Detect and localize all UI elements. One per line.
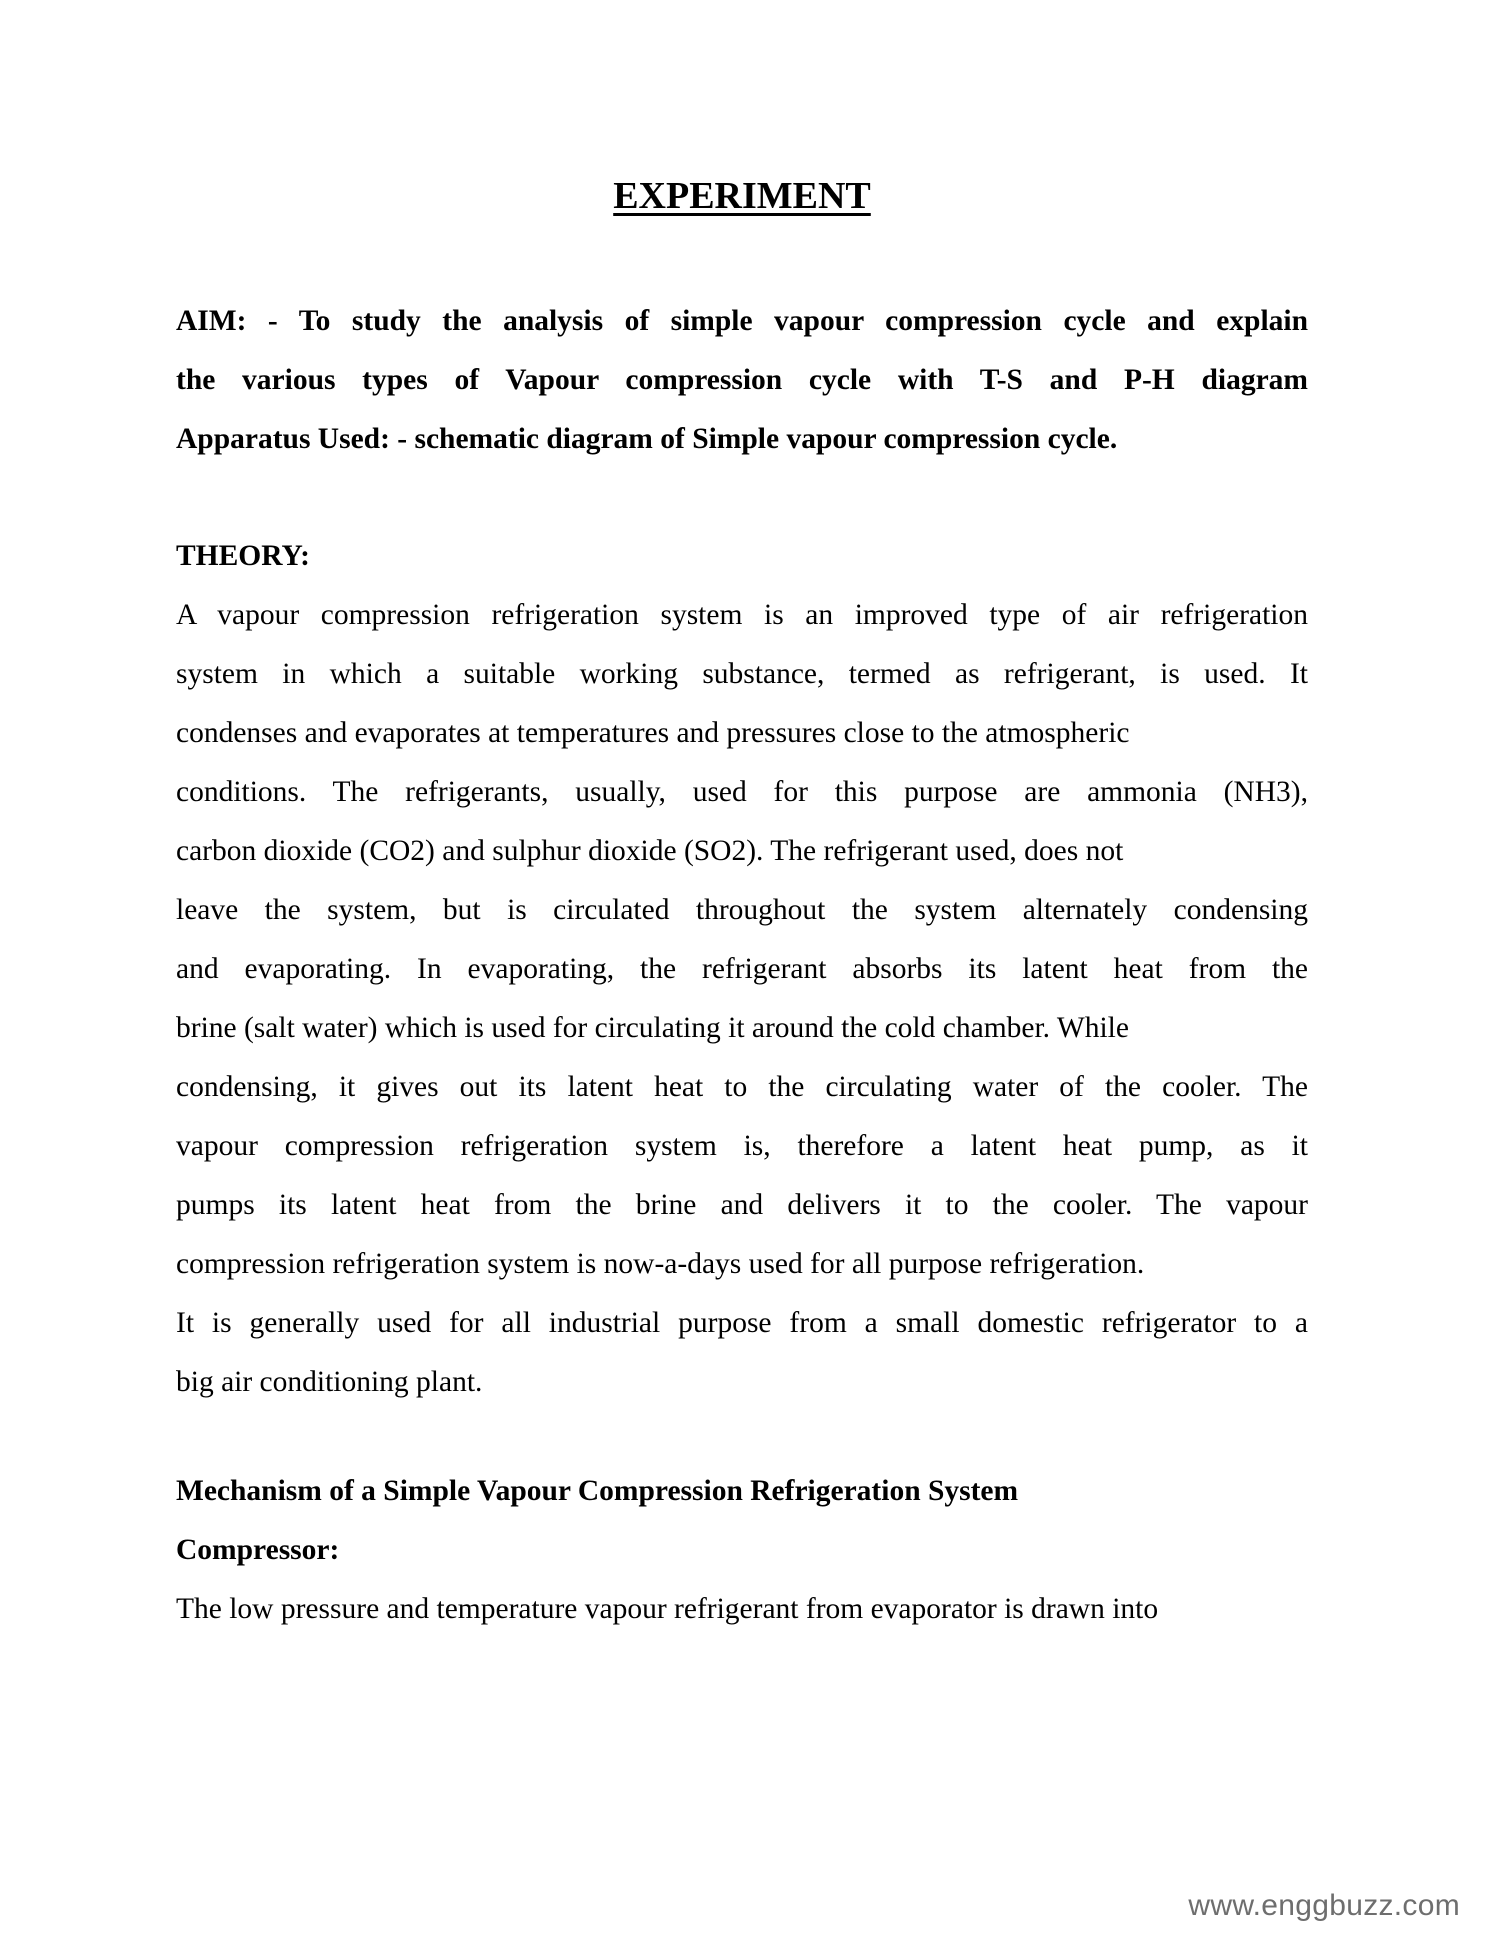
theory-line: brine (salt water) which is used for circulating it around the cold chamber. While bbox=[176, 1012, 1129, 1044]
theory-line: A vapour compression refrigeration system is an improved type of air refrigeration bbox=[176, 599, 1308, 631]
aim-section bbox=[176, 292, 1308, 469]
theory-line: and evaporating. In evaporating, the refrigerant absorbs its latent heat from the bbox=[176, 953, 1308, 985]
theory-heading bbox=[176, 527, 1308, 586]
aim-line: AIM: - To study the analysis of simple vapour compression cycle and explain bbox=[176, 305, 1308, 337]
theory-line: condensing, it gives out its latent heat to the circulating water of the cooler. The bbox=[176, 1071, 1308, 1103]
theory-line: conditions. The refrigerants, usually, used for this purpose are ammonia (NH3), bbox=[176, 776, 1308, 808]
mechanism-heading bbox=[176, 1462, 1308, 1580]
theory-paragraph bbox=[176, 586, 1308, 1412]
theory-heading-text: THEORY: bbox=[176, 540, 310, 572]
theory-line: big air conditioning plant. bbox=[176, 1366, 483, 1398]
title-text: EXPERIMENT bbox=[613, 175, 871, 217]
apparatus-line: Apparatus Used: - schematic diagram of Simple vapour compression cycle. bbox=[176, 423, 1118, 455]
theory-line: condenses and evaporates at temperatures and pressures close to the atmospheric bbox=[176, 717, 1130, 749]
compressor-paragraph bbox=[176, 1580, 1308, 1639]
aim-line: the various types of Vapour compression cycle with T-S and P-H diagram bbox=[176, 364, 1308, 396]
theory-line: vapour compression refrigeration system is, therefore a latent heat pump, as it bbox=[176, 1130, 1308, 1162]
mechanism-heading-text: Mechanism of a Simple Vapour Compression Refrigeration System bbox=[176, 1475, 1019, 1507]
theory-line: system in which a suitable working substance, termed as refrigerant, is used. It bbox=[176, 658, 1308, 690]
theory-line: pumps its latent heat from the brine and delivers it to the cooler. The vapour bbox=[176, 1189, 1308, 1221]
theory-line: It is generally used for all industrial purpose from a small domestic refrigerator to a bbox=[176, 1307, 1308, 1339]
theory-line: leave the system, but is circulated throughout the system alternately condensing bbox=[176, 894, 1308, 926]
watermark: www.enggbuzz.com bbox=[1188, 1889, 1460, 1922]
compressor-subheading: Compressor: bbox=[176, 1534, 340, 1566]
theory-line: carbon dioxide (CO2) and sulphur dioxide (SO2). The refrigerant used, does not bbox=[176, 835, 1124, 867]
theory-line: compression refrigeration system is now-a-days used for all purpose refrigeration. bbox=[176, 1248, 1145, 1280]
compressor-line: The low pressure and temperature vapour refrigerant from evaporator is drawn into bbox=[176, 1593, 1159, 1625]
document-title bbox=[176, 172, 1308, 220]
